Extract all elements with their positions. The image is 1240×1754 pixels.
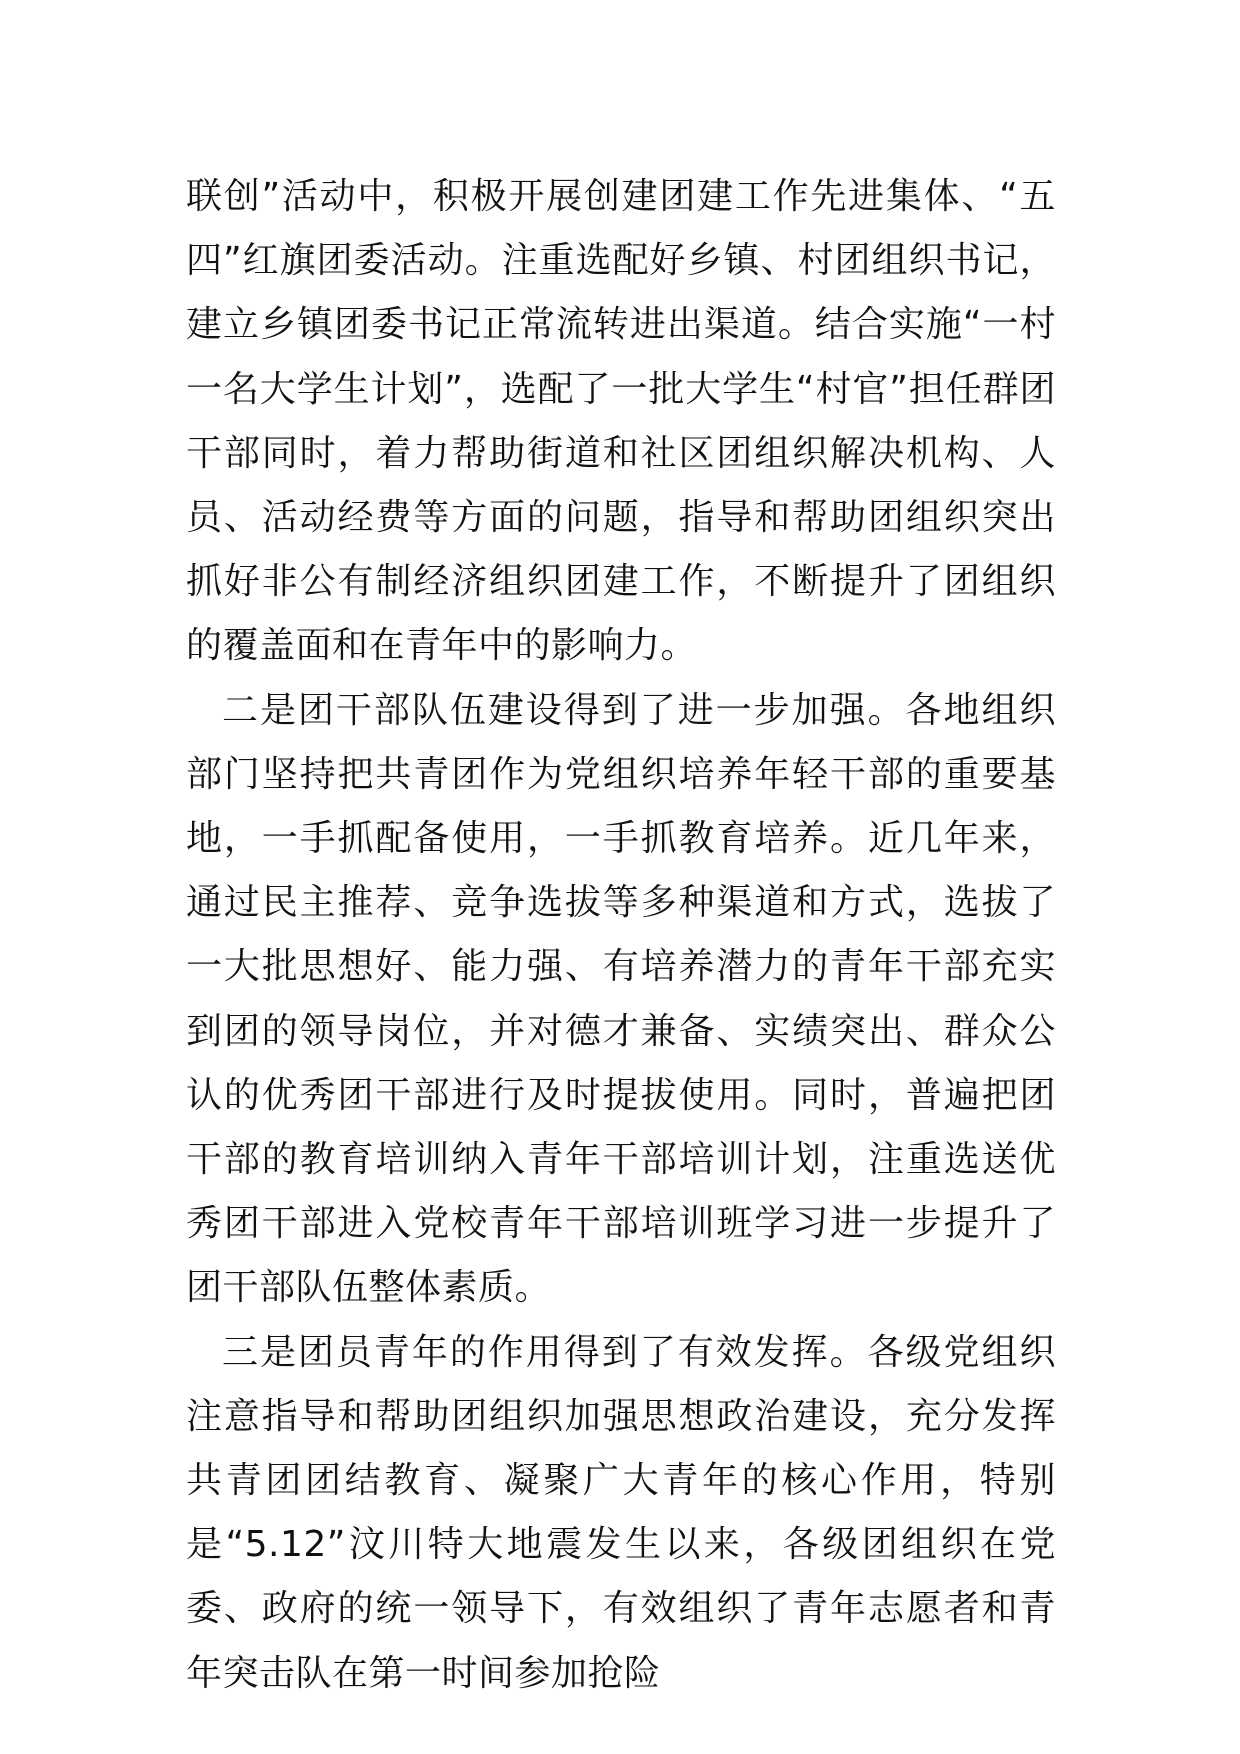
- paragraph-cadre-team: 二是团干部队伍建设得到了进一步加强。各地组织部门坚持把共青团作为党组织培养年轻干部的重要基地，一手抓配备使用，一手抓教育培养。近几年来，通过民主推荐、竞争选拔等多种渠道和方式，选拔了一大批思想好、能力强、有培养潜力的青年干部充实到团的领导岗位，并对德才兼备、实绩突出、群众公认的优秀团干部进行及时提拔使用。同时，普遍把团干部的教育培训纳入青年干部培训计划，注重选送优秀团干部进入党校青年干部培训班学习进一步提升了团干部队伍整体素质。: [186, 689, 1056, 1309]
- paragraph-youth-role: 三是团员青年的作用得到了有效发挥。各级党组织注意指导和帮助团组织加强思想政治建设，充分发挥共青团团结教育、凝聚广大青年的核心作用，特别是“5.12”汶川特大地震发生以来，各级团组织在党委、政府的统一领导下，有效组织了青年志愿者和青年突击队在第一时间参加抢险: [186, 1331, 1056, 1694]
- document-body: [186, 165, 1056, 1706]
- paragraph-continued: 联创”活动中，积极开展创建团建工作先进集体、“五四”红旗团委活动。注重选配好乡镇、村团组织书记，建立乡镇团委书记正常流转进出渠道。结合实施“一村一名大学生计划”，选配了一批大学生“村官”担任群团干部同时，着力帮助街道和社区团组织解决机构、人员、活动经费等方面的问题，指导和帮助团组织突出抓好非公有制经济组织团建工作，不断提升了团组织的覆盖面和在青年中的影响力。: [186, 176, 1056, 667]
